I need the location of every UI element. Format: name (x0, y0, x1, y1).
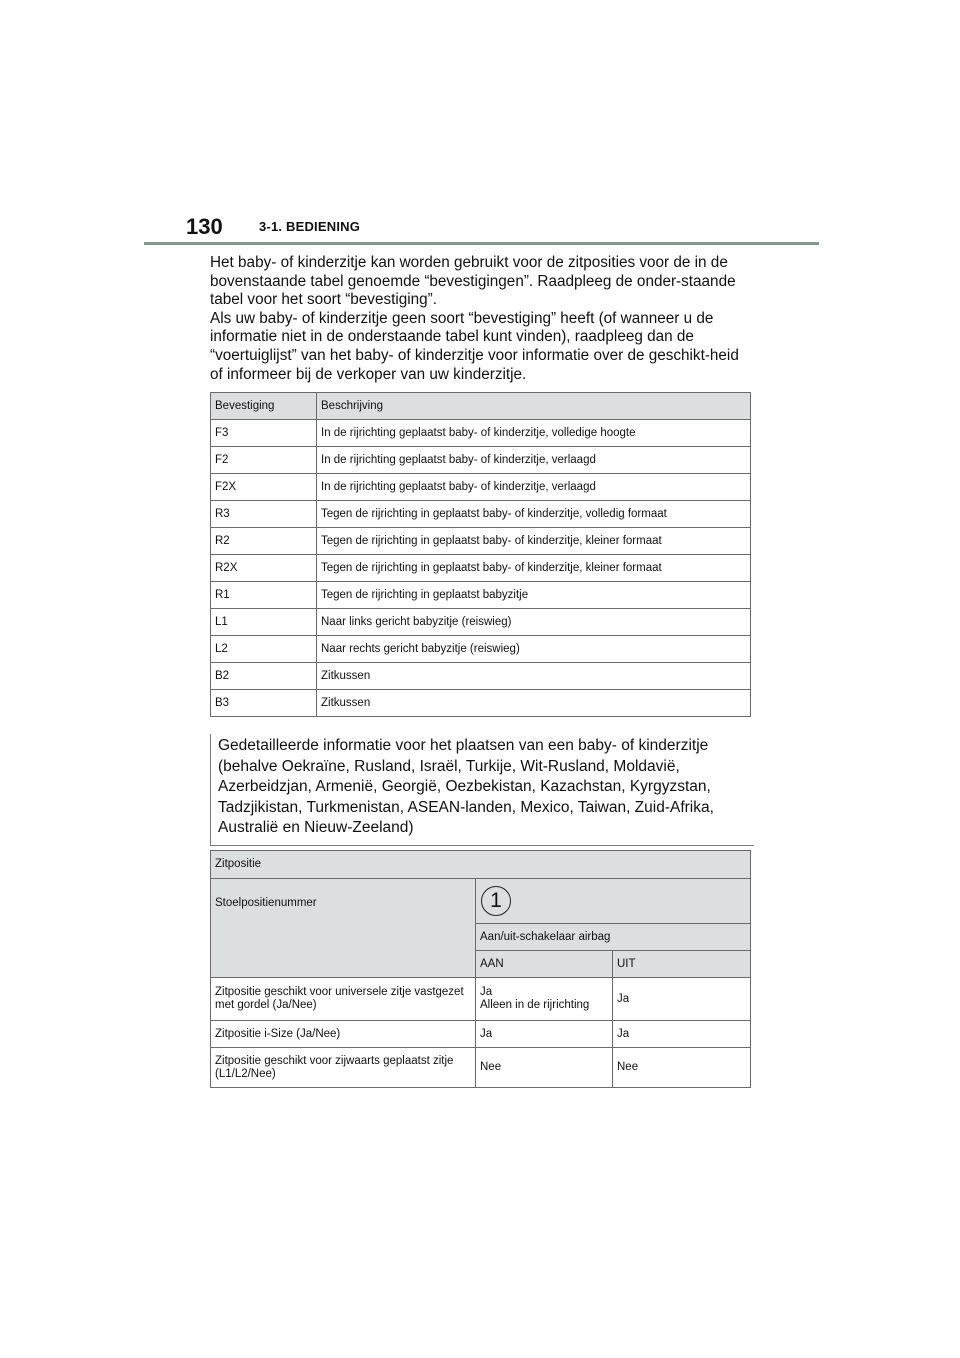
table-row (211, 501, 751, 528)
attachment-code: B3 (211, 690, 317, 717)
attachment-description: Tegen de rijrichting in geplaatst babyzitje (317, 582, 751, 609)
value-line-1: Ja (480, 986, 493, 998)
table-row (211, 555, 751, 582)
seat-table-title: Zitpositie (211, 851, 751, 879)
page-number: 130 (186, 214, 223, 239)
attachment-code: F2X (211, 474, 317, 501)
attachment-code: L2 (211, 636, 317, 663)
attachment-code: B2 (211, 663, 317, 690)
attachment-code: L1 (211, 609, 317, 636)
airbag-on-label: AAN (476, 951, 613, 978)
airbag-off-value: Ja (613, 1021, 751, 1048)
column-header: Beschrijving (317, 393, 751, 420)
intro-paragraph-2: Als uw baby- of kinderzitje geen soort “bevestiging” heeft (of wanneer u de informatie niet in de onderstaande tabel kunt vinden), raadpleeg dan de “voertuiglijst” van het baby- of kinderzitje voor informatie over de geschikt-heid of informeer bij de verkoper van uw kinderzitje. (210, 309, 739, 383)
intro-text (210, 254, 755, 384)
seat-number-label: Stoelpositienummer (211, 879, 476, 978)
table-row (211, 1021, 751, 1048)
attachment-code: R2 (211, 528, 317, 555)
airbag-on-value: Nee (476, 1048, 613, 1088)
attachment-description: Zitkussen (317, 663, 751, 690)
row-label: Zitpositie geschikt voor universele zitje vastgezet met gordel (Ja/Nee) (211, 978, 476, 1021)
table-row (211, 528, 751, 555)
table-row (211, 420, 751, 447)
attachment-description: In de rijrichting geplaatst baby- of kinderzitje, verlaagd (317, 447, 751, 474)
table-row (211, 582, 751, 609)
attachment-description: Tegen de rijrichting in geplaatst baby- of kinderzitje, volledig formaat (317, 501, 751, 528)
airbag-off-label: UIT (613, 951, 751, 978)
attachment-code: F2 (211, 447, 317, 474)
attachment-description: In de rijrichting geplaatst baby- of kinderzitje, verlaagd (317, 474, 751, 501)
airbag-on-value: Ja (476, 1021, 613, 1048)
value-line-2: Alleen in de rijrichting (480, 999, 590, 1011)
table-row (211, 978, 751, 1021)
intro-paragraph-1: Het baby- of kinderzitje kan worden gebruikt voor de zitposities voor de in de bovenstaande tabel genoemde “bevestigingen”. Raadpleeg de onder-staande tabel voor het soort “bevestiging”. (210, 254, 736, 309)
detail-heading: Gedetailleerde informatie voor het plaatsen van een baby- of kinderzitje (behalve Oekraïne, Rusland, Israël, Turkije, Wit-Rusland, Moldavië, Azerbeidzjan, Armenië, Georgië, Oezbekistan, Kazachstan, Kyrgyzstan, Tadzjikistan, Turkmenistan, ASEAN-landen, Mexico, Taiwan, Zuid-Afrika, Australië en Nieuw-Zeeland) (210, 734, 754, 846)
airbag-off-value: Ja (613, 978, 751, 1021)
table-row (211, 447, 751, 474)
attachment-description: Tegen de rijrichting in geplaatst baby- of kinderzitje, kleiner formaat (317, 555, 751, 582)
table-row (211, 1048, 751, 1088)
table-row (211, 474, 751, 501)
attachment-code: R2X (211, 555, 317, 582)
seat-number-badge: 1 (481, 886, 511, 916)
attachment-description: In de rijrichting geplaatst baby- of kinderzitje, volledige hoogte (317, 420, 751, 447)
attachment-description: Tegen de rijrichting in geplaatst baby- of kinderzitje, kleiner formaat (317, 528, 751, 555)
attachment-table (210, 392, 751, 717)
column-header: Bevestiging (211, 393, 317, 420)
seat-position-table (210, 850, 751, 1088)
attachment-code: R1 (211, 582, 317, 609)
section-title: 3-1. BEDIENING (259, 219, 361, 234)
attachment-description: Naar rechts gericht babyzitje (reiswieg) (317, 636, 751, 663)
attachment-table-header (211, 393, 751, 420)
header-divider (144, 242, 819, 245)
table-row (211, 636, 751, 663)
table-row (211, 663, 751, 690)
attachment-code: R3 (211, 501, 317, 528)
seat-number-cell (476, 879, 751, 924)
row-label: Zitpositie geschikt voor zijwaarts geplaatst zitje (L1/L2/Nee) (211, 1048, 476, 1088)
airbag-off-value: Nee (613, 1048, 751, 1088)
airbag-on-value (476, 978, 613, 1021)
attachment-description: Zitkussen (317, 690, 751, 717)
table-row (211, 609, 751, 636)
row-label: Zitpositie i-Size (Ja/Nee) (211, 1021, 476, 1048)
airbag-switch-label: Aan/uit-schakelaar airbag (476, 924, 751, 951)
table-row (211, 690, 751, 717)
attachment-code: F3 (211, 420, 317, 447)
attachment-description: Naar links gericht babyzitje (reiswieg) (317, 609, 751, 636)
